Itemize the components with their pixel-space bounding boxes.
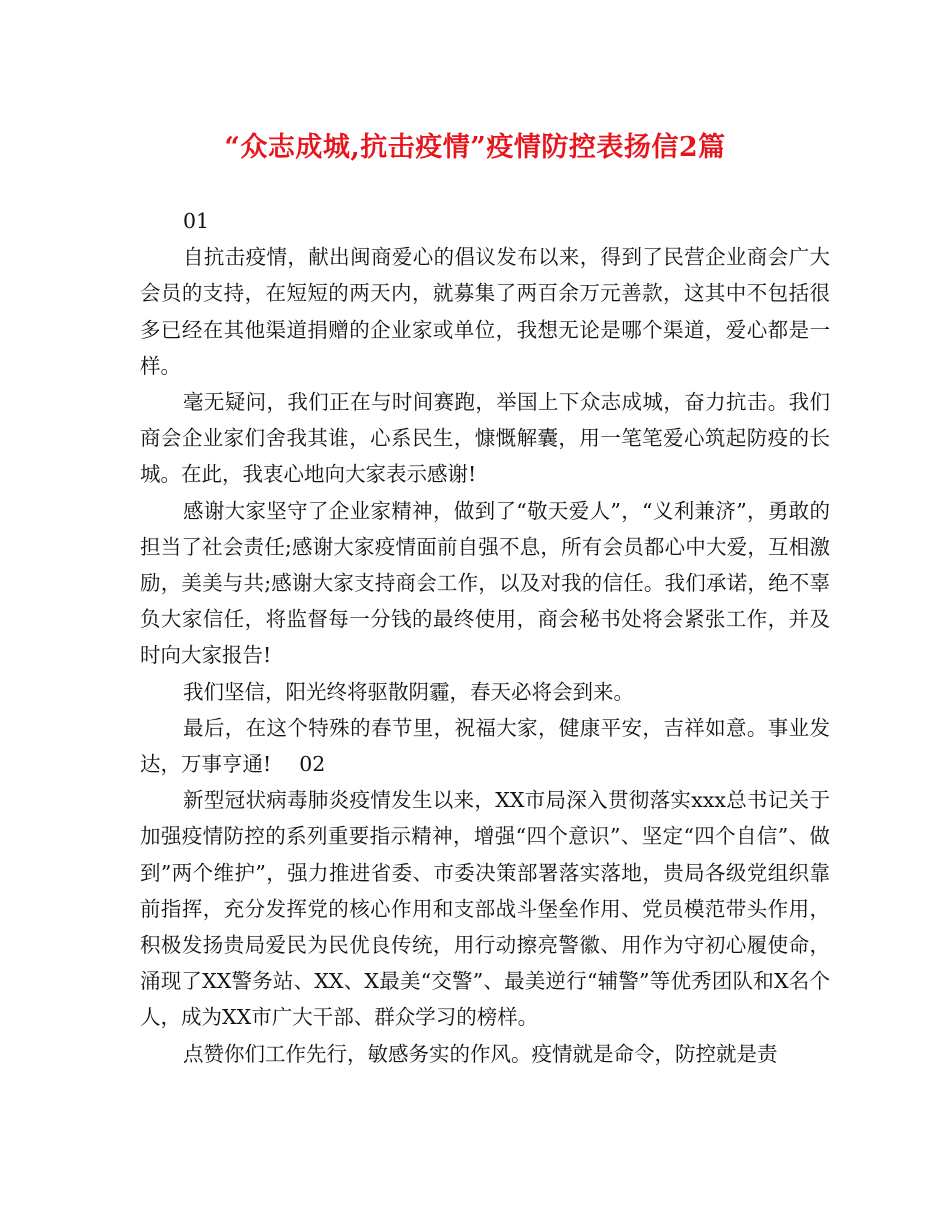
paragraph: 点赞你们工作先行，敏感务实的作风。疫情就是命令，防控就是责	[183, 1041, 778, 1066]
paragraph: 我们坚信，阳光终将驱散阴霾，春天必将会到来。	[183, 679, 634, 704]
document-body	[140, 203, 830, 1072]
closing-text: 最后，在这个特殊的春节里，祝福大家，健康平安，吉祥如意。事业发达，万事亨通!	[140, 715, 830, 777]
paragraph: 毫无疑问，我们正在与时间赛跑，举国上下众志成城，奋力抗击。我们商会企业家们舍我其谁，心系民生，慷慨解囊，用一笔笔爱心筑起防疫的长城。在此，我衷心地向大家表示感谢!	[140, 390, 830, 487]
section-number-1: 01	[183, 209, 210, 233]
section-number-2: 02	[299, 752, 326, 777]
paragraph: 新型冠状病毒肺炎疫情发生以来，XX市局深入贯彻落实xxx总书记关于加强疫情防控的系列重要指示精神，增强“四个意识”、坚定“四个自信”、做到”两个维护”，强力推进省委、市委决策部署落实落地，贵局各级党组织靠前指挥，充分发挥党的核心作用和支部战斗堡垒作用、党员模范带头作用，积极发扬贵局爱民为民优良传统，用行动擦亮警徽、用作为守初心履使命，涌现了XX警务站、XX、X最美“交警”、最美逆行“辅警”等优秀团队和X名个人，成为XX市广大干部、群众学习的榜样。	[140, 788, 830, 1030]
paragraph: 自抗击疫情，献出闽商爱心的倡议发布以来，得到了民营企业商会广大会员的支持，在短短的两天内，就募集了两百余万元善款，这其中不包括很多已经在其他渠道捐赠的企业家或单位，我想无论是哪个渠道，爱心都是一样。	[140, 245, 830, 378]
closing-paragraph	[140, 710, 830, 782]
paragraph: 感谢大家坚守了企业家精神，做到了“敬天爱人”，“义利兼济”，勇敢的担当了社会责任;感谢大家疫情面前自强不息，所有会员都心中大爱，互相激励，美美与共;感谢大家支持商会工作，以及对我的信任。我们承诺，绝不辜负大家信任，将监督每一分钱的最终使用，商会秘书处将会紧张工作，并及时向大家报告!	[140, 498, 830, 668]
document-title: “众志成城,抗击疫情”疫情防控表扬信2篇	[224, 132, 726, 163]
